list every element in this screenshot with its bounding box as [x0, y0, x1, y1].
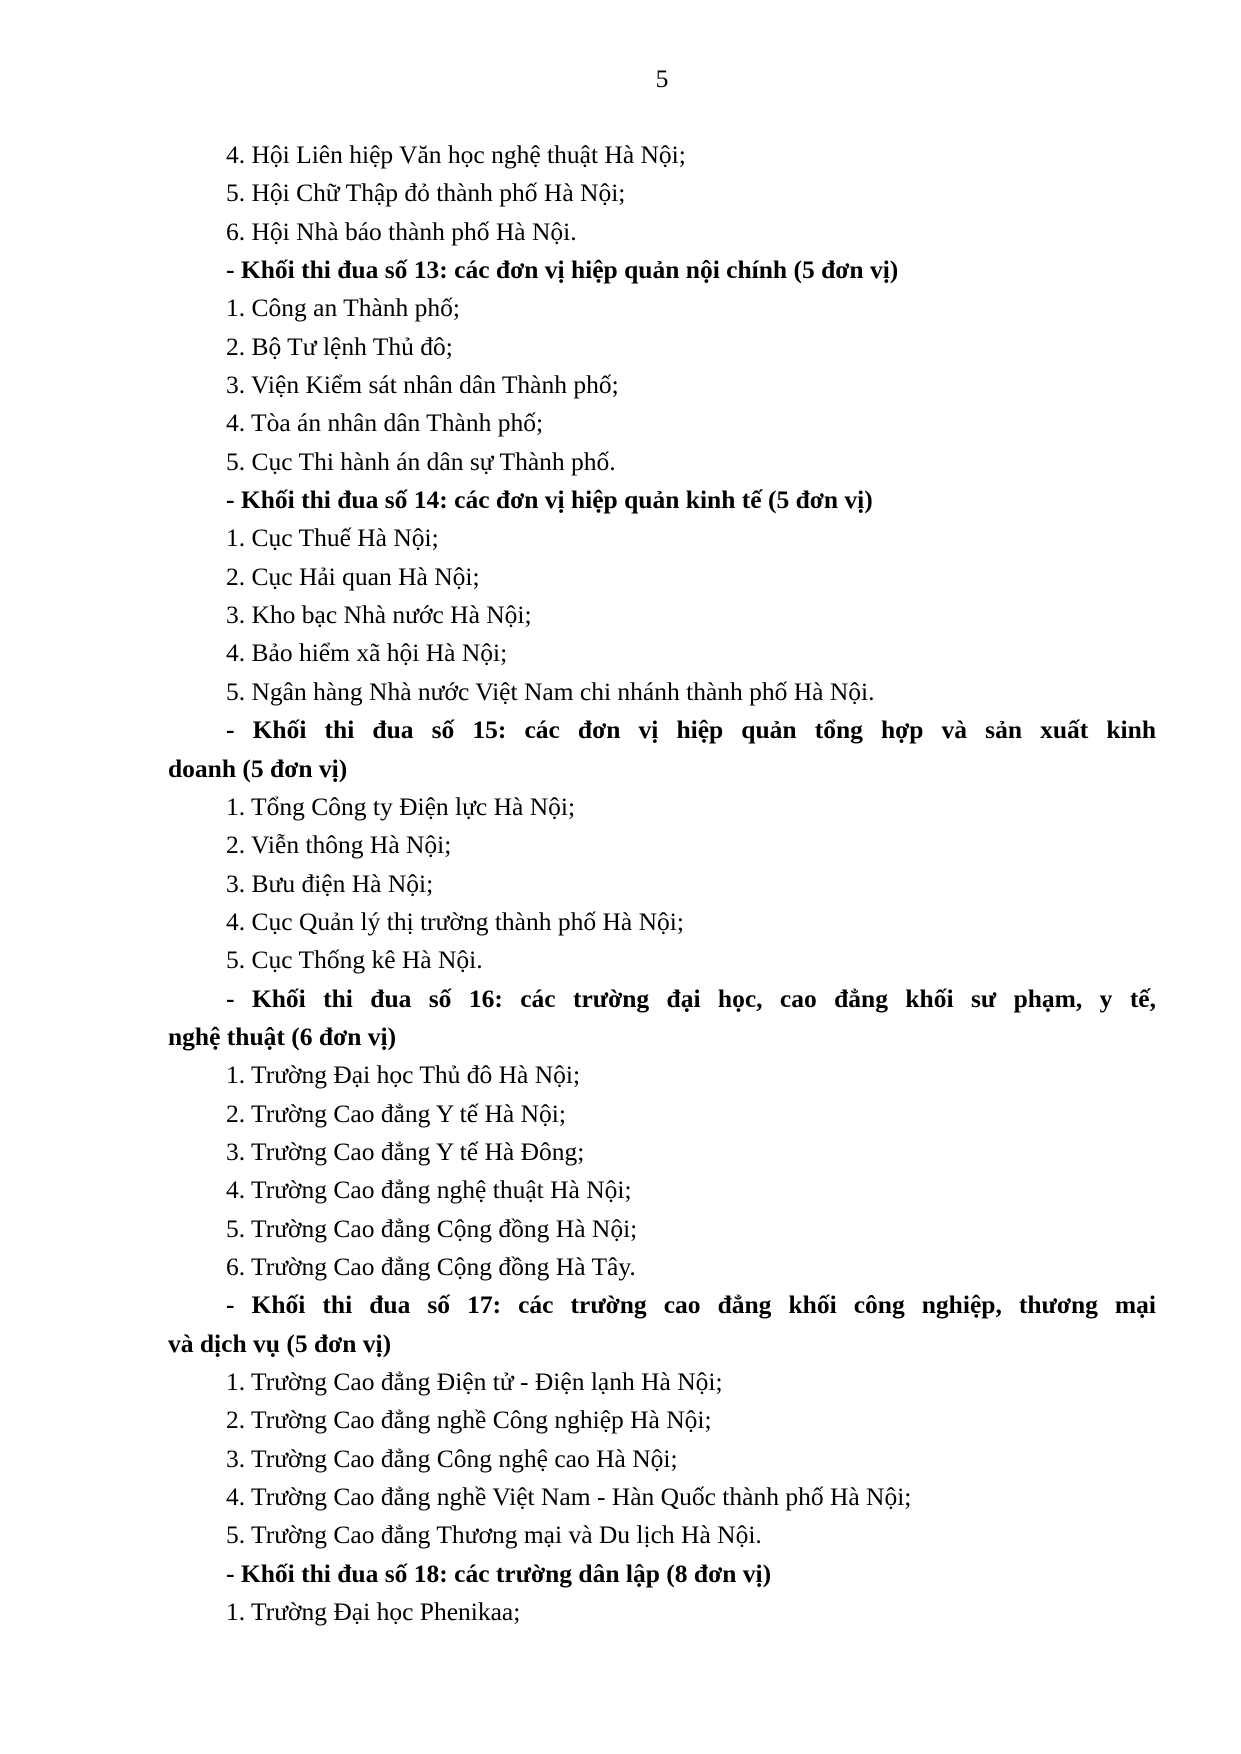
list-item — [168, 634, 1156, 672]
text-line: 3. Kho bạc Nhà nước Hà Nội; — [226, 600, 532, 630]
text-line: - Khối thi đua số 15: các đơn vị hiệp quản tổng hợp và sản xuất kinh — [226, 715, 1156, 745]
text-line: 3. Viện Kiểm sát nhân dân Thành phố; — [226, 370, 619, 400]
list-item — [168, 443, 1156, 481]
list-item — [168, 596, 1156, 634]
text-line: 5. Ngân hàng Nhà nước Việt Nam chi nhánh thành phố Hà Nội. — [226, 676, 875, 706]
list-item — [168, 404, 1156, 442]
list-item — [168, 213, 1156, 251]
text-line: 1. Trường Đại học Thủ đô Hà Nội; — [226, 1060, 581, 1090]
list-item — [168, 289, 1156, 327]
list-item — [168, 1056, 1156, 1094]
text-line: - Khối thi đua số 17: các trường cao đẳng khối công nghiệp, thương mại — [226, 1290, 1156, 1320]
text-line: 2. Bộ Tư lệnh Thủ đô; — [226, 331, 453, 361]
list-item — [168, 1593, 1156, 1631]
text-line: 5. Trường Cao đẳng Cộng đồng Hà Nội; — [226, 1213, 638, 1243]
section-heading — [168, 711, 1156, 788]
list-item — [168, 1210, 1156, 1248]
text-line: 5. Cục Thống kê Hà Nội. — [226, 945, 483, 975]
list-item — [168, 328, 1156, 366]
text-line: 1. Cục Thuế Hà Nội; — [226, 523, 439, 553]
text-line: 4. Tòa án nhân dân Thành phố; — [226, 408, 544, 438]
text-line: và dịch vụ (5 đơn vị) — [168, 1328, 392, 1358]
text-line: 5. Trường Cao đẳng Thương mại và Du lịch Hà Nội. — [226, 1520, 762, 1550]
text-line: 2. Trường Cao đẳng nghề Công nghiệp Hà Nội; — [226, 1405, 712, 1435]
list-item — [168, 1248, 1156, 1286]
text-line: doanh (5 đơn vị) — [168, 753, 348, 783]
text-line: 5. Hội Chữ Thập đỏ thành phố Hà Nội; — [226, 178, 626, 208]
list-item — [168, 136, 1156, 174]
list-item — [168, 826, 1156, 864]
text-line: - Khối thi đua số 14: các đơn vị hiệp quản kinh tế (5 đơn vị) — [226, 485, 873, 515]
text-line: 6. Hội Nhà báo thành phố Hà Nội. — [226, 216, 577, 246]
list-item — [168, 1440, 1156, 1478]
text-line: 4. Bảo hiểm xã hội Hà Nội; — [226, 638, 508, 668]
text-line: 4. Trường Cao đẳng nghệ thuật Hà Nội; — [226, 1175, 632, 1205]
text-line: 4. Cục Quản lý thị trường thành phố Hà Nội; — [226, 906, 684, 936]
text-line: - Khối thi đua số 18: các trường dân lập (8 đơn vị) — [226, 1558, 772, 1588]
text-line: nghệ thuật (6 đơn vị) — [168, 1021, 397, 1051]
document-body — [168, 136, 1156, 1631]
list-item — [168, 941, 1156, 979]
list-item — [168, 1363, 1156, 1401]
text-line: 5. Cục Thi hành án dân sự Thành phố. — [226, 446, 616, 476]
list-item — [168, 865, 1156, 903]
list-item — [168, 1478, 1156, 1516]
list-item — [168, 174, 1156, 212]
section-heading — [168, 481, 1156, 519]
text-line: 1. Trường Đại học Phenikaa; — [226, 1597, 521, 1627]
text-line: 2. Viễn thông Hà Nội; — [226, 830, 452, 860]
text-line: 4. Trường Cao đẳng nghề Việt Nam - Hàn Quốc thành phố Hà Nội; — [226, 1482, 912, 1512]
text-line: 3. Bưu điện Hà Nội; — [226, 868, 434, 898]
list-item — [168, 1401, 1156, 1439]
text-line: 3. Trường Cao đẳng Y tế Hà Đông; — [226, 1136, 585, 1166]
list-item — [168, 1516, 1156, 1554]
section-heading — [168, 980, 1156, 1057]
list-item — [168, 558, 1156, 596]
text-line: 4. Hội Liên hiệp Văn học nghệ thuật Hà Nội; — [226, 140, 686, 169]
section-heading — [168, 251, 1156, 289]
text-line: 2. Trường Cao đẳng Y tế Hà Nội; — [226, 1098, 566, 1128]
section-heading — [168, 1555, 1156, 1593]
text-line: 3. Trường Cao đẳng Công nghệ cao Hà Nội; — [226, 1443, 678, 1473]
section-heading — [168, 1286, 1156, 1363]
list-item — [168, 903, 1156, 941]
text-line: 2. Cục Hải quan Hà Nội; — [226, 561, 480, 591]
list-item — [168, 1171, 1156, 1209]
text-line: 1. Công an Thành phố; — [226, 293, 460, 323]
list-item — [168, 673, 1156, 711]
text-line: 1. Tổng Công ty Điện lực Hà Nội; — [226, 791, 576, 821]
list-item — [168, 1133, 1156, 1171]
list-item — [168, 519, 1156, 557]
text-line: 6. Trường Cao đẳng Cộng đồng Hà Tây. — [226, 1251, 636, 1281]
text-line: - Khối thi đua số 13: các đơn vị hiệp quản nội chính (5 đơn vị) — [226, 255, 899, 285]
page-number: 5 — [655, 64, 669, 93]
text-line: 1. Trường Cao đẳng Điện tử - Điện lạnh Hà Nội; — [226, 1367, 723, 1396]
list-item — [168, 366, 1156, 404]
list-item — [168, 788, 1156, 826]
list-item — [168, 1095, 1156, 1133]
text-line: - Khối thi đua số 16: các trường đại học, cao đẳng khối sư phạm, y tế, — [226, 983, 1156, 1013]
